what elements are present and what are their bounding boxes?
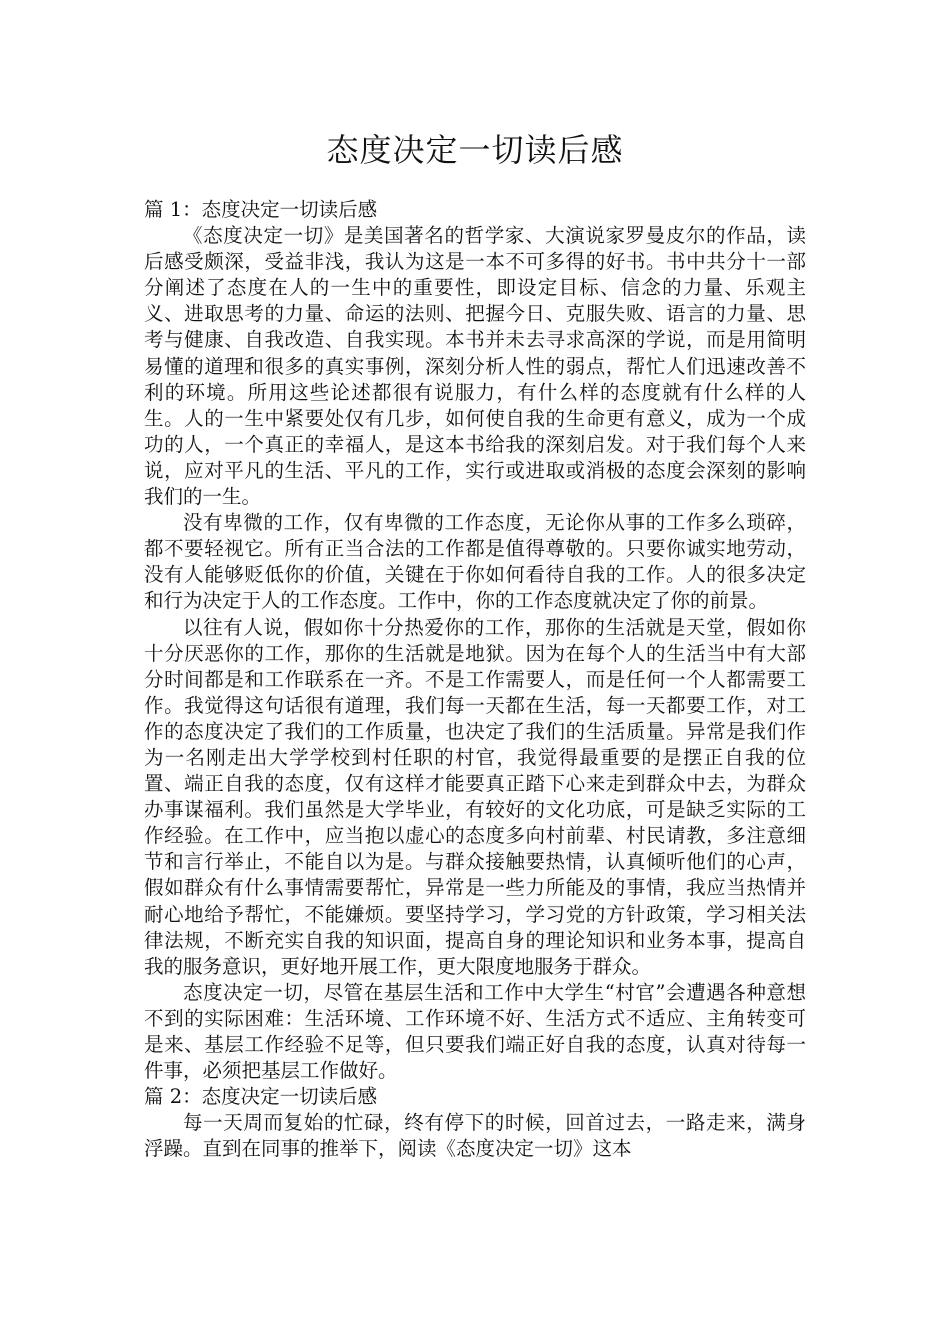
section-heading: 篇 2：态度决定一切读后感 <box>144 1085 378 1109</box>
body-paragraph: 《态度决定一切》是美国著名的哲学家、大演说家罗曼皮尔的作品，读后感受颇深，受益非浅，我认为这是一本不可多得的好书。书中共分十一部分阐述了态度在人的一生中的重要性，即设定目标、信念的力量、乐观主义、进取思考的力量、命运的法则、把握今日、克服失败、语言的力量、思考与健康、自我改造、自我实现。本书并未去寻求高深的学说，而是用简明易懂的道理和很多的真实事例，深刻分析人性的弱点，帮忙人们迅速改善不利的环境。所用这些论述都很有说服力，有什么样的态度就有什么样的人生。人的一生中紧要处仅有几步，如何使自我的生命更有意义，成为一个成功的人，一个真正的幸福人，是这本书给我的深刻启发。对于我们每个人来说，应对平凡的生活、平凡的工作，实行或进取或消极的态度会深刻的影响我们的一生。 <box>144 224 806 509</box>
body-paragraph: 每一天周而复始的忙碌，终有停下的时候，回首过去，一路走来，满身浮躁。直到在同事的推举下，阅读《态度决定一切》这本 <box>144 1111 806 1161</box>
body-paragraph: 态度决定一切，尽管在基层生活和工作中大学生“村官”会遭遇各种意想不到的实际困难：生活环境、工作环境不好、生活方式不适应、主角转变可是来、基层工作经验不足等，但只要我们端正好自我的态度，认真对待每一件事，必须把基层工作做好。 <box>144 980 806 1083</box>
document-title: 态度决定一切读后感 <box>326 131 624 169</box>
section-heading: 篇 1：态度决定一切读后感 <box>144 198 378 221</box>
body-paragraph: 以往有人说，假如你十分热爱你的工作，那你的生活就是天堂，假如你十分厌恶你的工作，那你的生活就是地狱。因为在每个人的生活当中有大部分时间都是和工作联系在一齐。不是工作需要人，而是任何一个人都需要工作。我觉得这句话很有道理，我们每一天都在生活，每一天都要工作，对工作的态度决定了我们的工作质量，也决定了我们的生活质量。异常是我们作为一名刚走出大学学校到村任职的村官，我觉得最重要的是摆正自我的位置、端正自我的态度，仅有这样才能要真正踏下心来走到群众中去，为群众办事谋福利。我们虽然是大学毕业，有较好的文化功底，可是缺乏实际的工作经验。在工作中，应当抱以虚心的态度多向村前辈、村民请教，多注意细节和言行举止，不能自以为是。与群众接触要热情，认真倾听他们的心声，假如群众有什么事情需要帮忙，异常是一些力所能及的事情，我应当热情并耐心地给予帮忙，不能嫌烦。要坚持学习，学习党的方针政策，学习相关法律法规，不断充实自我的知识面，提高自身的理论知识和业务本事，提高自我的服务意识，更好地开展工作，更大限度地服务于群众。 <box>144 615 806 978</box>
document-body <box>144 197 806 1162</box>
body-paragraph: 没有卑微的工作，仅有卑微的工作态度，无论你从事的工作多么琐碎，都不要轻视它。所有正当合法的工作都是值得尊敬的。只要你诚实地劳动，没有人能够贬低你的价值，关键在于你如何看待自我的工作。人的很多决定和行为决定于人的工作态度。工作中，你的工作态度就决定了你的前景。 <box>144 511 806 613</box>
